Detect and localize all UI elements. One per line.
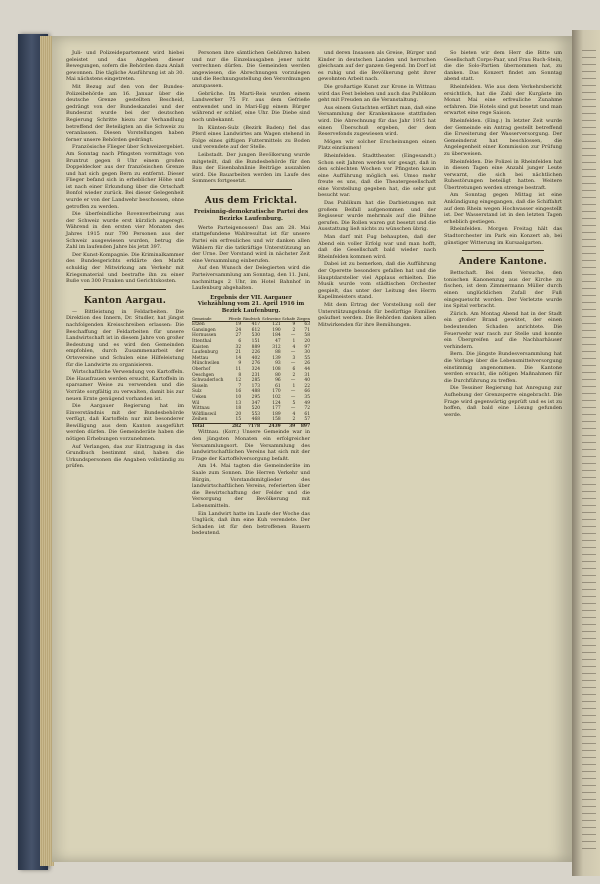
paragraph: Rheinfelden. Wie aus dem Verkehrsbericht ersichtlich, hat die Zahl der Kurgäste im Monat Mai eine erfreuliche Zunahme erfahren. Die Hotels sind gut besetzt und man erwartet eine rege Saison.	[444, 83, 562, 117]
paragraph: und deren Insassen als Greise, Bürger und Kinder in deutschen Landen und herrschen gleichsam auf der ganzen Gegend. Im Dorf ist es ruhig und die Bevölkerung geht ihrer gewohnten Arbeit nach.	[318, 50, 436, 83]
table-cell: —	[290, 333, 296, 339]
paragraph: Dabei ist zu bemerken, daß die Aufführung der Operette besonders gefallen hat und die Hauptdarsteller viel Applaus erhielten. Die Musik wurde vom städtischen Orchester gespielt, das unter der Leitung des Herrn Kapellmeisters stand.	[318, 261, 436, 301]
table-cell: Schwaderloch	[192, 378, 224, 384]
table-cell: —	[290, 394, 296, 400]
paragraph: Mögen wir solcher Erscheinungen einen Platz einräumen!	[318, 138, 436, 152]
table-cell: 71	[304, 327, 310, 333]
table-cell: 276	[251, 361, 261, 367]
table-cell: Sulz	[192, 389, 202, 395]
table-header: Gemeinde	[192, 316, 227, 322]
table-cell: —	[290, 378, 296, 384]
table-cell: 72	[304, 406, 310, 412]
table-cell: 108	[272, 366, 281, 372]
table-cell: 11	[235, 366, 242, 372]
paragraph: Mit Bezug auf den von der Bundes-Polizeibehörde am 16. Januar über die deutsche Grenze gestellten Bescheid, gedrängt von der Bundeskanzlei und der Bundesrat wurde bei der deutschen Regierung Schritte hiezu zur Verhandlung betreffend der Beteiligten an die Schweiz zu veranlassen. Diesen Vorstellungen haben ferner unsere Behörden gedrängt.	[66, 83, 184, 143]
table-cell: 8	[238, 372, 242, 378]
table-cell: 3	[292, 355, 296, 361]
paragraph: Die Tessiner Regierung hat Anregung zur Aufhebung der Grenzsperre eingebracht. Die Frage wird gegenwärtig geprüft und es ist zu hoffen, daß bald eine Lösung gefunden werde.	[444, 385, 562, 418]
divider	[84, 289, 166, 290]
table-cell: 27	[235, 333, 242, 339]
column-4	[444, 50, 562, 854]
table-cell: Ueken	[192, 394, 207, 400]
table-cell: 32	[235, 344, 242, 350]
paragraph: Rheinfelden. Stadttheater. (Eingesandt.) Schon seit Jahren werden wir gesagt, daß in den schlechten Wochen vor Pfingsten kaum eine Aufführung möglich sei. Umso mehr freute es uns, daß die Theatergesellschaft eine Vorstellung gegeben hat, die sehr gut besucht war.	[318, 152, 436, 199]
table-cell: 184	[272, 333, 281, 339]
section-heading: Kanton Aargau.	[83, 295, 167, 306]
table-cell: 7	[238, 383, 242, 389]
table-cell: 88	[275, 350, 281, 356]
table-cell: Sisseln	[192, 383, 208, 389]
table-cell: Oeschgen	[192, 372, 214, 378]
paragraph: Der Kunst-Kompagnie. Die Kriminalkammer des Bundesgerichts erklärte den Markt schuldig der Mitwirkung am Verkehr mit Kriegsmaterial und bestrafte ihn zu einer Buße von 300 Franken und Gerichtskosten.	[66, 251, 184, 285]
table-cell: 124	[272, 400, 281, 406]
table-cell: Wölflinswil	[192, 411, 217, 417]
table-cell: 170	[272, 389, 281, 395]
table-cell: 40	[304, 378, 310, 384]
table-cell: 1	[292, 383, 296, 389]
table-cell: —	[290, 406, 296, 412]
table-cell: 897	[295, 423, 310, 429]
table-cell: 520	[251, 406, 261, 412]
paragraph: Die Aargauer Regierung hat im Einverständnis mit der Bundesbehörde verfügt, daß Kartoffeln nur mit besonderer Bewilligung aus dem Kanton ausgeführt werden dürfen. Die Gemeinderäte haben die nötigen Erhebungen vorzunehmen.	[66, 403, 184, 443]
table-cell: 530	[251, 333, 261, 339]
table-cell: 6	[238, 338, 242, 344]
paragraph: Leibstadt. Der jungen Bevölkerung wurde mitgeteilt, daß die Bundesbehörde für den Bau der Eisenbahnlinie Beiträge auszahlen wird. Die Bauarbeiten werden im Laufe des Sommers fortgesetzt.	[192, 151, 310, 185]
table-cell: 49	[304, 400, 310, 406]
paragraph: Das Publikum hat die Darbietungen mit großem Beifall aufgenommen und der Regisseur wurde mehrmals auf die Bühne gerufen. Die Rollen waren gut besetzt und die Ausstattung ließ nichts zu wünschen übrig.	[318, 200, 436, 233]
paragraph: Juli- und Polizeidepartement wird hiebei geleistet und das Angehen dieser Bewegungen, sofern die Behörden dazu Anlaß gewonnen. Die tägliche Ausführung ist ab 30. Mai nächstens eingetreten.	[66, 50, 184, 83]
paragraph: Ein Landwirt hatte im Laufe der Woche das Unglück, daß ihm eine Kuh verendete. Der Schaden ist für den betroffenen Bauern bedeutend.	[192, 510, 310, 537]
table-cell: 158	[272, 417, 281, 423]
table-cell: 10	[235, 394, 242, 400]
table-cell: Münchwilen	[192, 361, 220, 367]
table-cell: 44	[304, 366, 310, 372]
table-cell: 9	[292, 322, 296, 328]
paragraph: Rheinfelden. Morgen Freitag hält das Stadtorchester im Park ein Konzert ab, bei günstiger Witterung im Kursaalgarten.	[444, 226, 562, 246]
table-cell: Wil	[192, 400, 200, 406]
paragraph: Am Sonntag gegen Mittag ist eine Ankündigung eingegangen, daß die Schiffahrt auf dem Rhein wegen Hochwasser eingestellt ist. Der Wasserstand ist in den letzten Tagen erheblich gestiegen.	[444, 192, 562, 225]
table-cell: Gansingen	[192, 327, 216, 333]
paragraph: Personen ihre sämtlichen Gebühren haben und nur die Einzelausgaben jener nicht verrechnen dürfen. Die Gemeinden werden angewiesen, die Abrechnungen vorzulegen und die Rechnungsstellung den Verordnungen anzupassen.	[192, 50, 310, 89]
table-cell: 468	[251, 417, 261, 423]
table-cell: Hornussen	[192, 333, 217, 339]
table-cell: 55	[304, 355, 310, 361]
table-cell: 20	[304, 338, 310, 344]
table-cell: 26	[304, 361, 310, 367]
table-header: Rindvieh	[243, 315, 261, 321]
table-cell: 39	[281, 423, 296, 429]
table-header: Pferde	[228, 315, 242, 321]
table-header: Schafe	[282, 315, 296, 321]
table-cell: 57	[304, 417, 310, 423]
table-cell: 282	[227, 423, 241, 429]
table-cell: Total	[192, 423, 227, 429]
table-cell: Etzen	[192, 322, 205, 328]
table-cell: 488	[251, 389, 261, 395]
table-cell: 21	[235, 350, 242, 356]
paragraph: In Künten-Sulz (Bezirk Baden) fiel das Pferd eines Landwirtes am Wagen stehend in Folge eines giftigen Futtermittels zu Boden und verendete auf der Stelle.	[192, 124, 310, 151]
table-cell: 9	[238, 361, 242, 367]
table-cell: 190	[272, 327, 281, 333]
table-cell: 1	[292, 338, 296, 344]
paragraph: Gebrüche. Im Marti-Reis wurden einem Landwerker 75 Fr. aus dem Gefrieße entwendet und in Mari-Egg einem Bürger während er schlief, eine Uhr. Die Diebe sind noch unbekannt.	[192, 90, 310, 123]
paragraph: Aus einem Gutachten erfährt man, daß eine Versammlung der Krankenkasse stattfinden wird. Die Abrechnung für das Jahr 1915 hat einen Überschuß ergeben, der dem Reservefonds zugewiesen wird.	[318, 104, 436, 138]
table-header: Ziegen	[296, 315, 310, 321]
table-cell: 2	[292, 372, 296, 378]
paragraph: Man darf mit Fug behaupten, daß der Abend ein voller Erfolg war und man hofft, daß die Gesellschaft bald wieder nach Rheinfelden kommen wird.	[318, 234, 436, 260]
section-heading: Andere Kantone.	[459, 257, 547, 268]
next-page-edge	[572, 30, 600, 876]
table-cell: 61	[275, 383, 281, 389]
table-row	[192, 406, 310, 412]
paragraph: — Bittleistung in Feldarbeiten. Die Direktion des Innern, Dr. Studler, hat jüngst nachfolgenden Kreisschreiben erlassen: Die Beschaffung der Feldarbeiten für unsere Landwirtschaft ist in diesem Jahre von großer Bedeutung und es wird den Gemeinden empfohlen, durch Zusammenarbeit der Ortsvereine und Schulen eine Hilfeleistung für die Landwirte zu organisieren.	[66, 308, 184, 368]
table-row	[192, 367, 310, 373]
table-cell: 189	[272, 411, 281, 417]
table-cell: 61	[304, 411, 310, 417]
table-cell: 19	[235, 322, 242, 328]
table-cell: 58	[304, 333, 310, 339]
table-cell: 47	[275, 338, 281, 344]
divider	[462, 250, 544, 251]
table-cell: 312	[272, 344, 281, 350]
table-cell: Zeihen	[192, 417, 208, 423]
paragraph: Die großartige Kunst zur Krone in Wittnau wird das Fest beleben und auch das Publikum geht mit Freuden an die Veranstaltung.	[318, 83, 436, 104]
column-1	[66, 50, 184, 854]
section-heading: Aus dem Fricktal.	[204, 195, 298, 206]
table-cell: —	[290, 350, 296, 356]
table-cell: 35	[304, 394, 310, 400]
table-cell: 324	[251, 366, 261, 372]
table-cell: 24	[235, 327, 242, 333]
table-cell: 15	[235, 417, 242, 423]
table-cell: 5	[292, 400, 296, 406]
table-cell: 16	[235, 389, 242, 395]
table-cell: 13	[235, 400, 242, 406]
table-cell: Oberhof	[192, 366, 211, 372]
subheading: Freisinnig-demokratische Partei des Bezirks Laufenburg.	[193, 208, 309, 222]
table-cell: 612	[251, 327, 261, 333]
table-cell: 93	[275, 361, 281, 367]
divider	[210, 189, 292, 190]
table-cell: Wittnau	[192, 406, 210, 412]
table-row	[192, 339, 310, 345]
table-row	[192, 350, 310, 356]
table-cell: Ittenthal	[192, 338, 212, 344]
table-cell: 151	[251, 338, 261, 344]
table-cell: 402	[251, 355, 261, 361]
table-cell: 4	[292, 344, 296, 350]
table-cell: 139	[272, 355, 281, 361]
table-cell: 7178	[241, 423, 260, 429]
table-title: Ergebnis der VII. Aargauer Viehzählung vom 21. April 1916 im Bezirk Laufenburg.	[197, 294, 305, 314]
table-cell: 889	[251, 344, 261, 350]
column-3	[318, 50, 436, 854]
table-cell: 417	[251, 322, 261, 328]
table-cell: 96	[275, 378, 281, 384]
table-cell: 226	[251, 350, 261, 356]
table-cell: 347	[251, 400, 261, 406]
table-cell: 30	[304, 350, 310, 356]
table-cell: 6	[292, 366, 296, 372]
table-cell: 20	[235, 411, 242, 417]
paragraph: Mit dem Ertrag der Vorstellung soll der Unterstützungsfonds für bedürftige Familien geäufnet werden. Die Behörden danken allen Mitwirkenden für ihre Bemühungen.	[318, 301, 436, 328]
paragraph: Wirtschaftliche Verwendung von Kartoffeln. Die Hausfrauen werden ersucht, Kartoffeln in sparsamer Weise zu verwenden und die Vorräte sorgfältig zu verwalten, damit bis zur neuen Ernte genügend vorhanden ist.	[66, 369, 184, 402]
paragraph: Auf Verlangen, das zur Eintragung in das Grundbuch bestimmt sind, haben die Urkundspersonen die Angaben vollständig zu prüfen.	[66, 443, 184, 470]
table-cell: 231	[251, 372, 261, 378]
paragraph: Rheinfelden. (Eing.) In letzter Zeit wurde der Gemeinde ein Antrag gestellt betreffend die Erweiterung der Wasserversorgung. Der Gemeinderat hat beschlossen, die Angelegenheit einer Kommission zur Prüfung zu überweisen.	[444, 117, 562, 157]
table-cell: Laufenburg	[192, 350, 218, 356]
table-cell: 63	[304, 322, 310, 328]
paragraph: So bieten wir dem Herr die Bitte um Gesellschaft Corps-Paar, und Frau Ruch-Stein, die die Solo-Partien übernommen hat, zu danken. Das Konzert findet am Sonntag abend statt.	[444, 50, 562, 83]
table-row	[192, 378, 310, 384]
table-cell: 66	[304, 389, 310, 395]
table-cell: 18	[235, 406, 242, 412]
paragraph: Zürich. Am Montag Abend hat in der Stadt ein großer Brand gewütet, der einen bedeutenden Schaden anrichtete. Die Feuerwehr war rasch zur Stelle und konnte ein Übergreifen auf die Nachbarhäuser verhindern.	[444, 310, 562, 350]
table-cell: —	[290, 389, 296, 395]
table-cell: 173	[251, 383, 261, 389]
table-body	[192, 322, 310, 430]
table-cell: Kaisten	[192, 344, 209, 350]
paragraph: Rheinfelden. Die Polizei in Rheinfelden hat in diesen Tagen eine Anzahl junger Leute verwarnt, die sich bei nächtlichen Ruhestörungen beteiligt hatten. Weitere Übertretungen werden strenge bestraft.	[444, 158, 562, 191]
paragraph: Auf den Wunsch der Delegierten wird die Parteiversammlung am Sonntag, den 11. Juni, nachmittags 2 Uhr, im Hotel Bahnhof in Laufenburg abgehalten.	[192, 265, 310, 292]
column-2	[192, 50, 310, 854]
table-cell: —	[290, 361, 296, 367]
table-cell: 2	[292, 327, 296, 333]
next-page-text	[582, 50, 596, 850]
table-header: Schweine	[260, 316, 281, 322]
table-cell: 295	[251, 394, 261, 400]
table-cell: 121	[272, 322, 281, 328]
table-cell: 4	[292, 411, 296, 417]
table-cell: Mettau	[192, 355, 209, 361]
table-cell: 553	[251, 411, 261, 417]
paragraph: Wittnau. (Korr.) Unsere Gemeinde war in den jüngsten Monaten ein erfolgreicher Versammlungsort. Die Versammlung des landwirtschaftlichen Vereins hat sich mit der Frage der Kartoffelversorgung befaßt.	[192, 429, 310, 462]
table-cell: 97	[304, 344, 310, 350]
table-cell: 22	[304, 383, 310, 389]
newspaper-page	[52, 36, 572, 862]
paragraph: Werte Parteigenossen! Das am 28. Mai stattgefundene Wahlresultat ist für unsere Partei ein erfreuliches und wir danken allen Wählern für die tatkräftige Unterstützung an der Urne. Der Vorstand wird in nächster Zeit eine Versammlung einberufen.	[192, 224, 310, 264]
paragraph: Am 14. Mai tagten die Gemeinderäte im Saale zum Sonnen. Die Herren Verkehr und Bürgin, Vorstandsmitglieder des landwirtschaftlichen Vereins, referierten über die Bewirtschaftung der Felder und die Versorgung der Bevölkerung mit Lebensmitteln.	[192, 463, 310, 509]
paragraph: Bern. Die jüngste Bundesversammlung hat die Vorlage über die Lebensmittelversorgung einstimmig angenommen. Die Kantone werden ersucht, die nötigen Maßnahmen für die Durchführung zu treffen.	[444, 351, 562, 384]
livestock-census-table	[192, 316, 310, 430]
table-cell: 285	[251, 378, 261, 384]
table-cell: 2439	[260, 423, 281, 429]
table-cell: 31	[304, 372, 310, 378]
paragraph: Die überfeindliche Rovenverbeirung aus der Schweiz wurde erst kürzlich angeregt. Während in den ersten vier Monaten des Jahres 1915 nur 790 Personen aus der Schweiz ausgewiesen wurden, betrug die Zahl im laufenden Jahre bis jetzt 397.	[66, 211, 184, 251]
paragraph: Französische Flieger über Schweizergebiet. Am Sonntag nach Pfingsten vormittags von Bruntrut gegen 8 Uhr einem großen Doppeldecker aus der französischen Grenze und hat sich gegen Bern zu entfernt. Dieser Flieger befand sich in erheblicher Höhe und ist nach einer Erkundung über die Ortschaft Bonfol wieder zurück. Bei dieser Gelegenheit wurde er von der Landwehr beschossen, ohne getroffen zu werden.	[66, 144, 184, 210]
table-cell: 14	[235, 355, 242, 361]
table-cell: 177	[272, 406, 281, 412]
table-cell: 80	[275, 372, 281, 378]
table-cell: 102	[272, 394, 281, 400]
table-cell: 12	[235, 378, 242, 384]
table-cell: 2	[292, 417, 296, 423]
paragraph: Bettschaft. Bei dem Versuche, den tonischen Kanonenzug aus der Kirche zu fischen, ist dem Zimmermann Müller durch einen unglücklichen Zufall der Fuß eingequetscht worden. Der Verletzte wurde ins Spital verbracht.	[444, 270, 562, 310]
